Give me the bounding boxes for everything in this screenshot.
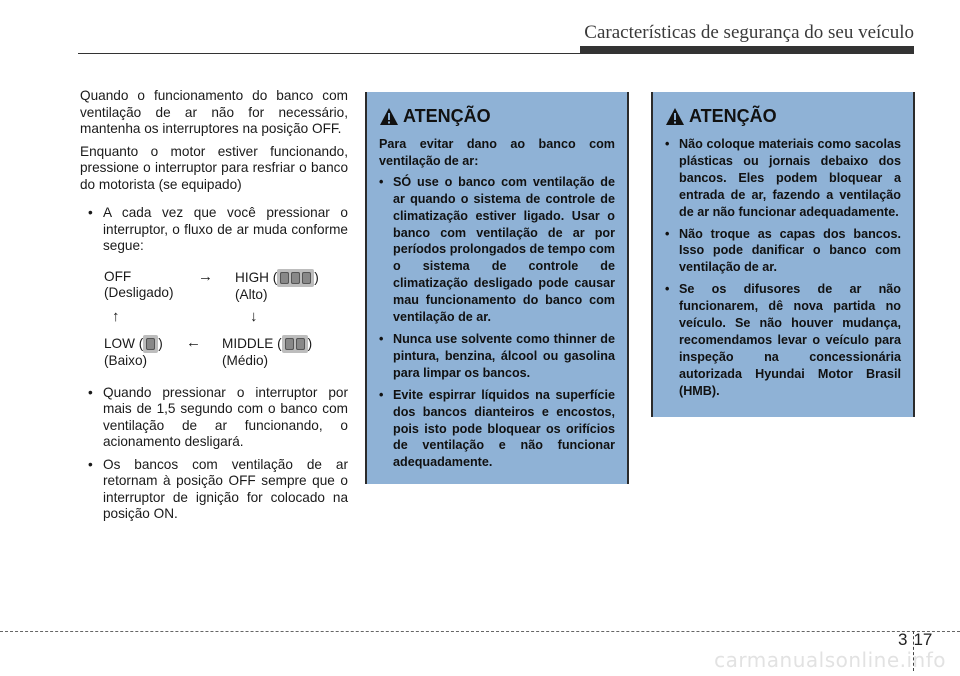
warning-item: • Não troque as capas dos bancos. Isso pode danificar o banco com ventilação de ar. — [665, 226, 901, 275]
warning-box-seat-care — [651, 92, 915, 417]
bullet-text: Os bancos com ventilação de ar retornam à posição OFF sempre que o interruptor de ignição for colocado na posição ON. — [103, 456, 348, 521]
flow-high — [235, 269, 319, 304]
airflow-cycle-diagram — [80, 269, 348, 373]
arrow-down-icon: ↓ — [250, 307, 258, 325]
flow-high-label: HIGH ( ) — [235, 269, 319, 288]
left-column — [80, 88, 348, 529]
bullet-text: A cada vez que você pressionar o interruptor, o fluxo de ar muda conforme segue: — [103, 205, 348, 253]
seat-vent-level-icon — [143, 335, 158, 354]
flow-off — [104, 269, 174, 302]
paragraph-off: Quando o funcionamento do banco com ventilação de ar não for necessário, mantenha os interruptores na posição OFF. — [80, 88, 348, 136]
flow-low — [104, 335, 163, 370]
bullet-mark: • — [88, 456, 93, 472]
bullet-mark: • — [88, 384, 93, 400]
bullet-mark: • — [88, 205, 93, 220]
flow-low-label: LOW ( ) — [104, 335, 163, 354]
warning-item: • Evite espirrar líquidos na superfície dos bancos dianteiros e encostos, pois isto pode bloquear os orifícios de ventilação e não funcionar adequadamente. — [379, 387, 615, 470]
header-rule — [78, 53, 914, 54]
warning-item: • Não coloque materiais como sacolas plásticas ou jornais debaixo dos bancos. Eles podem bloquear a entrada de ar, fazendo a ventilação de ar não funcionar adequadamente. — [665, 137, 901, 219]
warning-triangle-icon — [665, 107, 685, 126]
warning-item: • Se os difusores de ar não funcionarem, dê nova partida no veículo. Se não houver mudança, recomendamos levar o veículo para inspeção na concessionária autorizada Hyundai Motor Brasil (HMB). — [665, 282, 901, 398]
footer-dashed-rule — [0, 631, 960, 632]
seat-vent-level-icon — [282, 335, 308, 354]
bullet-text: Quando pressionar o interruptor por mais de 1,5 segundo com o banco com ventilação de ar funcionando, o acionamento desligará. — [103, 384, 348, 449]
flow-high-sub: (Alto) — [235, 287, 268, 302]
bullet-airflow — [80, 205, 348, 255]
bullet-long-press — [80, 385, 348, 451]
seat-vent-level-icon — [277, 269, 314, 288]
warning-item: • Nunca use solvente como thinner de pintura, benzina, álcool ou gasolina para limpar os bancos. — [379, 331, 615, 380]
warning-intro: Para evitar dano ao banco com ventilação de ar: — [379, 137, 615, 168]
flow-off-sub: (Desligado) — [104, 285, 174, 300]
warning-heading: ATENÇÃO — [379, 104, 615, 128]
flow-middle — [222, 335, 312, 370]
flow-middle-sub: (Médio) — [222, 353, 269, 368]
warning-triangle-icon — [379, 107, 399, 126]
flow-off-label: OFF — [104, 268, 132, 284]
flow-low-sub: (Baixo) — [104, 353, 148, 368]
flow-middle-label: MIDDLE ( ) — [222, 335, 312, 354]
arrow-up-icon: ↑ — [112, 307, 120, 325]
warning-box-ventilation — [365, 92, 629, 484]
paragraph-cooling: Enquanto o motor estiver funcionando, pressione o interruptor para resfriar o banco do motorista (se equipado) — [80, 143, 348, 192]
warning-item: • SÓ use o banco com ventilação de ar quando o sistema de controle de climatização estiver ligado. Usar o banco com ventilação de ar por períodos prolongados de tempo com o sistema de controle de climatização desligado pode causar mau funcionamento do banco com ventilação de ar. — [379, 174, 615, 325]
warning-heading: ATENÇÃO — [665, 104, 901, 128]
bullet-ignition — [80, 457, 348, 523]
watermark: carmanualsonline.info — [714, 648, 946, 672]
arrow-left-icon: ← — [186, 333, 201, 351]
page-number: 3 17 — [898, 630, 933, 649]
page-header-title: Características de segurança do seu veículo — [584, 22, 914, 43]
arrow-right-icon: → — [198, 267, 213, 285]
